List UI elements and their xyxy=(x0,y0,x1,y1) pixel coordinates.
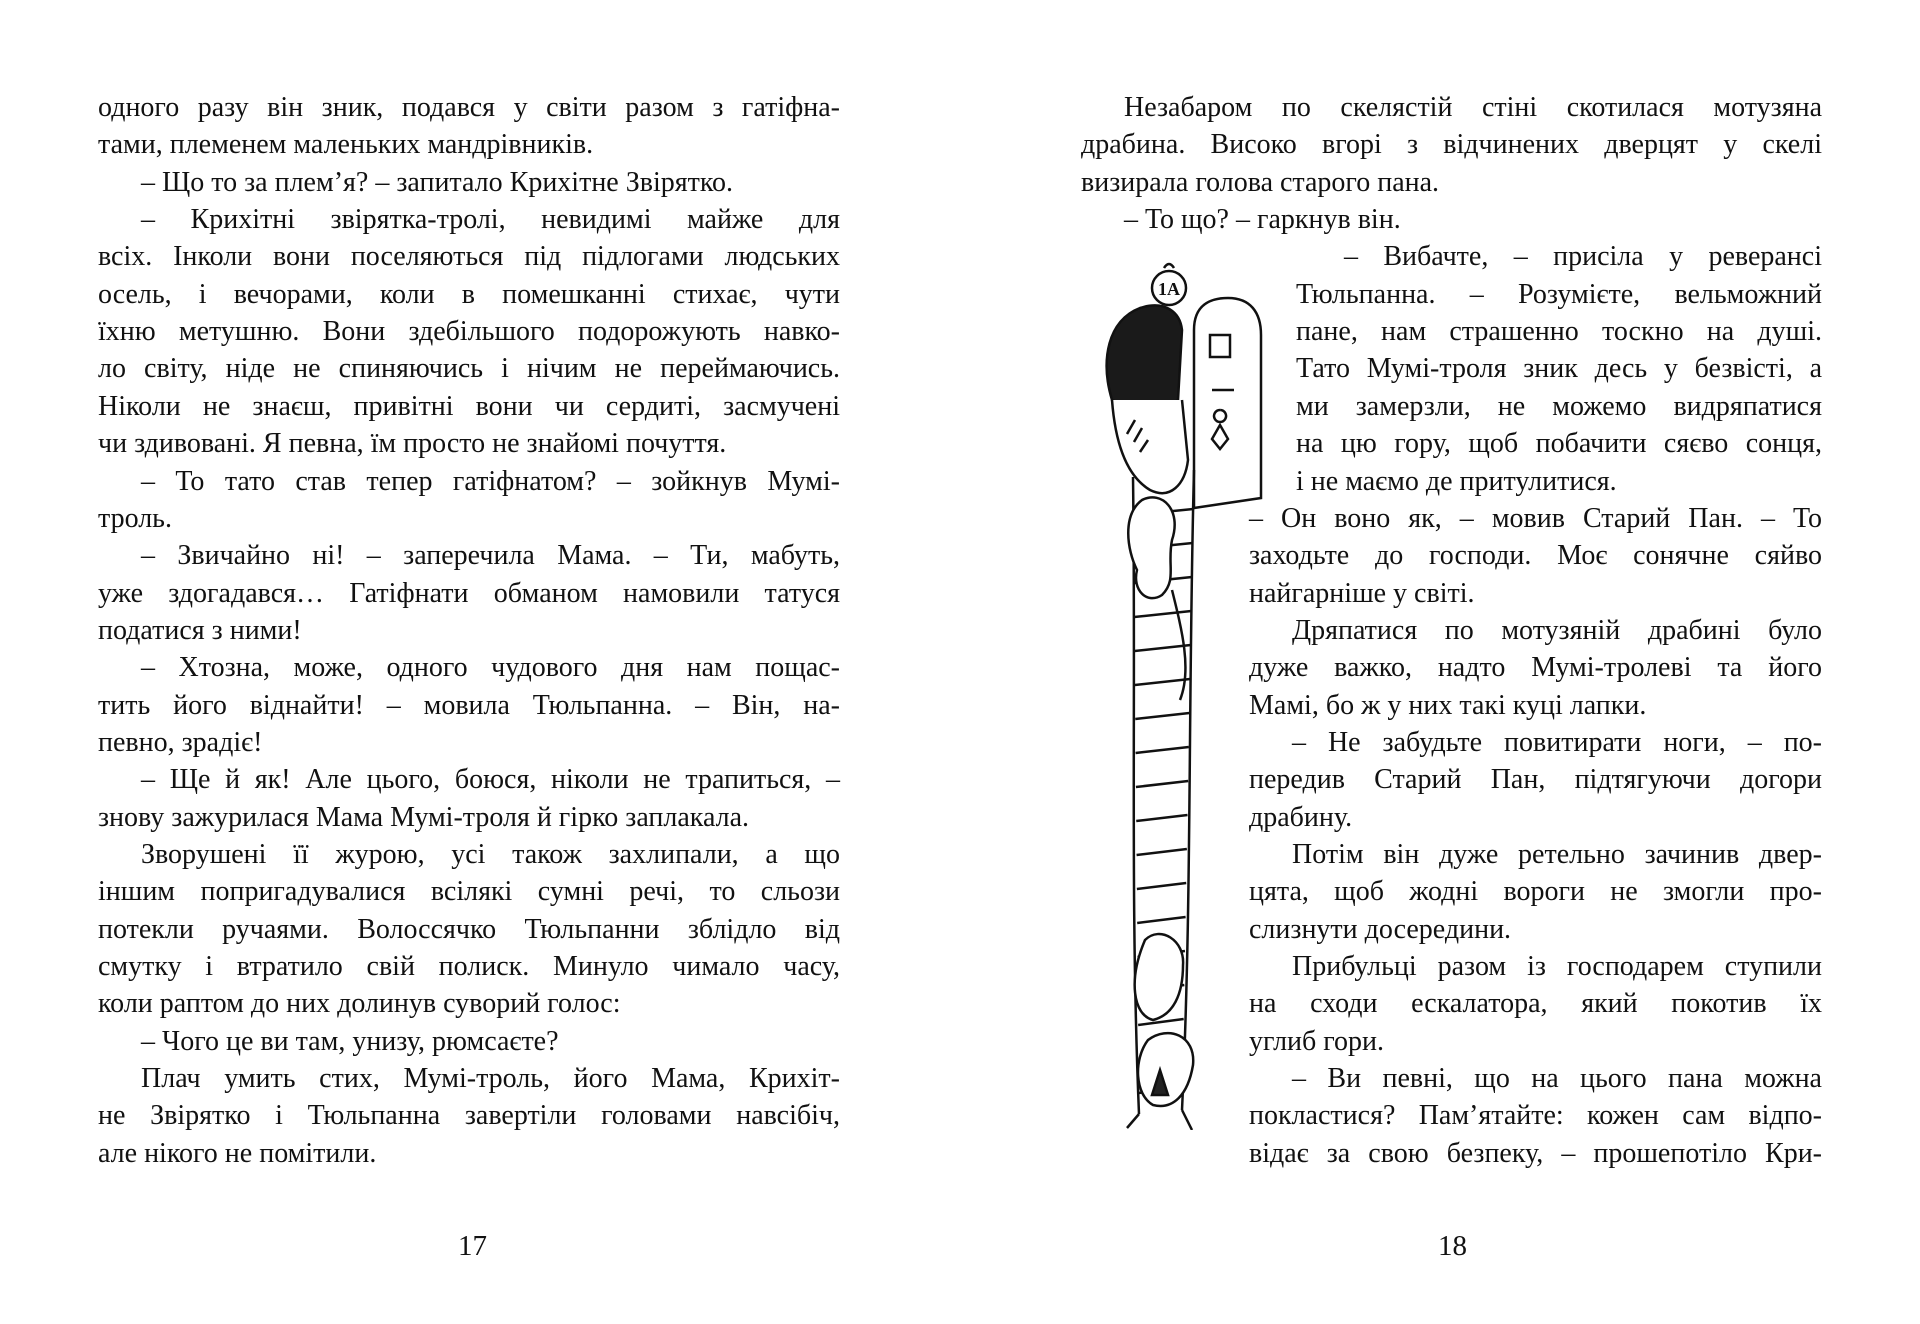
text-line: Зворушені її журою, усі також захлипали, а що xyxy=(141,839,840,870)
text-line: заходьте до господи. Моє сонячне сяйво xyxy=(1249,540,1822,572)
text-line: всіх. Інколи вони поселяються під підлогами людських xyxy=(98,241,840,273)
text-line: на сходи ескалатора, який покотив їх xyxy=(1249,988,1822,1020)
text-line: – Вибачте, – присіла у реверансі xyxy=(1344,241,1822,273)
text-line: углиб гори. xyxy=(1249,1025,1385,1057)
text-line: і не маємо де притулитися. xyxy=(1296,465,1617,497)
text-line: не Звірятко і Тюльпанна завертіли головами навсібіч, xyxy=(98,1100,840,1132)
text-line: пане, нам страшенно тоскно на душі. xyxy=(1296,316,1822,348)
ladder-rung xyxy=(1136,747,1189,753)
text-line: дуже важко, надто Мумі-тролеві та його xyxy=(1249,652,1822,684)
text-line: визирала голова старого пана. xyxy=(1081,166,1440,198)
text-line: на цю гору, щоб побачити сяєво сонця, xyxy=(1296,428,1822,460)
text-line: – Не забудьте повитирати ноги, – по- xyxy=(1292,726,1822,758)
ladder-rung xyxy=(1136,781,1188,787)
door-icon xyxy=(1194,298,1261,508)
text-line: – То що? – гаркнув він. xyxy=(1124,204,1401,236)
moomin-figure-top xyxy=(1128,497,1185,700)
ladder-rung xyxy=(1135,679,1190,685)
text-line: певно, зрадіє! xyxy=(98,726,263,758)
text-line: – Ще й як! Але цього, боюся, ніколи не трапиться, – xyxy=(141,764,840,796)
page-number-left: 17 xyxy=(458,1230,487,1262)
text-line: – То тато став тепер гатіфнатом? – зойкнув Мумі- xyxy=(141,465,840,497)
text-line: відає за свою безпеку, – прошепотіло Кри- xyxy=(1249,1137,1822,1169)
ladder-rung xyxy=(1137,883,1186,889)
text-line: – Хтозна, може, одного чудового дня нам пощас- xyxy=(141,652,840,684)
text-line: їхню метушню. Вони здебільшого подорожують навко- xyxy=(98,316,840,348)
text-line: цята, щоб жодні вороги не змогли про- xyxy=(1249,876,1822,908)
text-line: потекли ручаями. Волоссячко Тюльпанни зблідло від xyxy=(98,913,840,945)
text-line: податися з ними! xyxy=(98,614,302,646)
text-line: – Крихітні звірятка-тролі, невидимі майже для xyxy=(141,204,840,236)
ladder-rung xyxy=(1134,611,1191,617)
text-line: Ніколи не знаєш, привітні вони чи сердиті, засмучені xyxy=(98,390,840,422)
text-line: смутку і втратило свій полиск. Минуло чимало часу, xyxy=(98,951,840,983)
text-line: тами, племенем маленьких мандрівників. xyxy=(98,129,594,161)
ladder-rung xyxy=(1135,713,1189,719)
text-line: – Он воно як, – мовив Старий Пан. – То xyxy=(1249,502,1822,534)
text-line: Незабаром по скелястій стіні скотилася мотузяна xyxy=(1124,92,1822,123)
text-line: але нікого не помітили. xyxy=(98,1137,377,1169)
text-line: Дряпатися по мотузяній драбині було xyxy=(1292,614,1822,646)
text-line: Потім він дуже ретельно зачинив двер- xyxy=(1292,839,1822,870)
text-line: – Чого це ви там, унизу, рюмсаєте? xyxy=(141,1025,559,1057)
text-line: Тюльпанна. – Розумієте, вельможний xyxy=(1296,278,1822,310)
ladder-rung xyxy=(1135,645,1191,651)
text-line: передив Старий Пан, підтягуючи догори xyxy=(1249,764,1822,796)
figure-number-badge xyxy=(1152,264,1186,305)
text-line: Прибульці разом із господарем ступили xyxy=(1292,951,1822,983)
ladder-rung xyxy=(1136,815,1187,821)
text-line: троль. xyxy=(98,502,172,534)
text-line: – Ви певні, що на цього пана можна xyxy=(1292,1063,1822,1095)
text-line: слизнути досередини. xyxy=(1249,913,1512,945)
text-line: Мамі, бо ж у них такі куці лапки. xyxy=(1249,689,1647,721)
text-line: знову зажурилася Мама Мумі-троля й гірко заплакала. xyxy=(98,801,750,833)
figure-number-text: 1A xyxy=(1158,279,1180,299)
text-line: – Звичайно ні! – заперечила Мама. – Ти, мабуть, xyxy=(141,540,840,572)
text-line: Тато Мумі-троля зник десь у безвісті, а xyxy=(1296,353,1822,385)
text-line: покластися? Пам’ятайте: кожен сам відпо- xyxy=(1249,1100,1822,1132)
text-line: іншим попригадувалися всілякі сумні речі, то сльози xyxy=(98,876,840,908)
ladder-illustration xyxy=(1060,250,1280,1130)
text-line: коли раптом до них долинув суворий голос: xyxy=(98,988,621,1020)
ladder-rung xyxy=(1137,917,1185,923)
text-line: Плач умить стих, Мумі-троль, його Мама, Крихіт- xyxy=(141,1063,840,1095)
text-line: чи здивовані. Я певна, їм просто не знайомі почуття. xyxy=(98,428,727,460)
text-line: уже здогадався… Гатіфнати обманом намовили татуся xyxy=(98,577,840,609)
text-line: ло світу, ніде не спиняючись і нічим не переймаючись. xyxy=(98,353,840,385)
text-line: – Що то за плем’я? – запитало Крихітне Звірятко. xyxy=(141,166,734,198)
text-line: драбина. Високо вгорі з відчинених дверцят у скелі xyxy=(1081,129,1822,161)
old-man-head-icon xyxy=(1107,305,1188,493)
text-line: найгарніше у світі. xyxy=(1249,577,1475,609)
page-number-right: 18 xyxy=(1438,1230,1467,1262)
text-line: одного разу він зник, подався у світи разом з гатіфна- xyxy=(98,92,840,123)
text-line: осель, і вечорами, коли в помешканні стихає, чути xyxy=(98,278,840,310)
ladder-rung xyxy=(1137,849,1187,855)
text-line: драбину. xyxy=(1249,801,1353,833)
text-line: ми замерзли, не можемо видряпатися xyxy=(1296,390,1822,422)
text-line: тить його віднайти! – мовила Тюльпанна. – Він, на- xyxy=(98,689,840,721)
ladder-rung xyxy=(1138,1019,1184,1025)
